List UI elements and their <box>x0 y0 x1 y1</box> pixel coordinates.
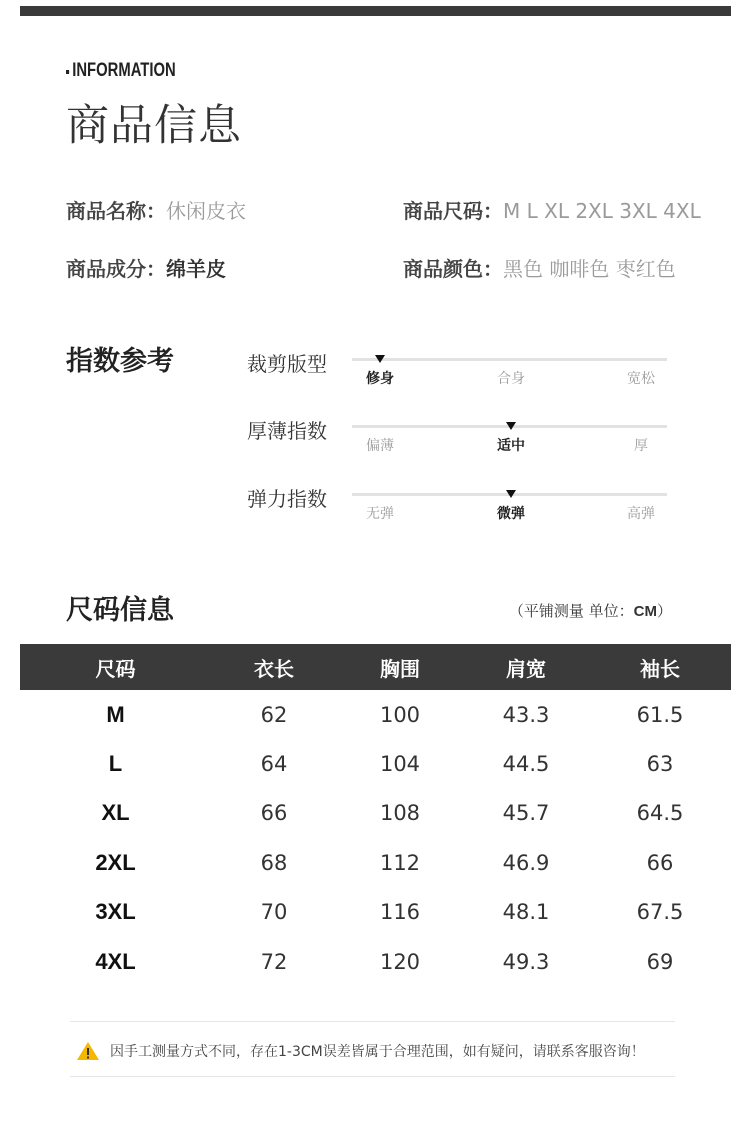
index-option: 合身 <box>497 371 525 387</box>
measure-cell: 45.7 <box>502 801 550 826</box>
measure-cell: 116 <box>379 900 421 925</box>
header-cell: 肩宽 <box>463 644 589 690</box>
size-title: 尺码信息 <box>66 595 174 626</box>
index-label: 厚薄指数 <box>247 419 327 443</box>
index-scale-track <box>352 358 667 361</box>
measure-cell: 68 <box>260 850 288 875</box>
index-label: 裁剪版型 <box>247 352 327 376</box>
measure-cell: 70 <box>260 900 288 925</box>
measure-cell: 64 <box>260 752 288 777</box>
section-title-cn: 商品信息 <box>66 101 242 151</box>
index-option: 高弹 <box>627 506 655 522</box>
table-row <box>20 789 731 838</box>
measure-cell: 72 <box>260 949 288 974</box>
measure-cell: 44.5 <box>502 752 550 777</box>
measure-cell: 69 <box>646 949 674 974</box>
table-row <box>20 888 731 937</box>
header-cell: 胸围 <box>337 644 463 690</box>
attr-material-value: 绵羊皮 <box>166 257 226 281</box>
measure-cell: 104 <box>379 752 421 777</box>
measure-cell: 66 <box>646 850 674 875</box>
selected-marker-icon <box>506 490 516 498</box>
header-cell: 衣长 <box>211 644 337 690</box>
measure-cell: 112 <box>379 850 421 875</box>
size-cell: L <box>108 751 123 777</box>
index-option: 适中 <box>497 438 525 454</box>
unit-prefix: （平铺测量 单位： <box>508 602 634 620</box>
note-divider-top <box>70 1021 675 1022</box>
measure-cell: 46.9 <box>502 850 550 875</box>
attr-size-value: M L XL 2XL 3XL 4XL <box>503 199 701 223</box>
attr-name-value: 休闲皮衣 <box>166 199 246 223</box>
header-cell: 尺码 <box>20 644 211 690</box>
table-row <box>20 690 731 739</box>
note-text: 因手工测量方式不同，存在1-3CM误差皆属于合理范围，如有疑问，请联系客服咨询！ <box>110 1044 645 1060</box>
header-cell: 袖长 <box>589 644 731 690</box>
attr-size-label: 商品尺码： <box>403 199 503 223</box>
measure-cell: 62 <box>260 702 288 727</box>
index-option: 微弹 <box>497 506 525 522</box>
measure-cell: 66 <box>260 801 288 826</box>
index-option: 无弹 <box>366 506 394 522</box>
section-title-en <box>66 60 176 82</box>
attr-color-value: 黑色 咖啡色 枣红色 <box>503 257 676 281</box>
attr-name <box>66 195 246 224</box>
index-option: 厚 <box>634 438 648 454</box>
table-row <box>20 838 731 887</box>
index-option: 偏薄 <box>366 438 394 454</box>
size-cell: 3XL <box>95 899 136 925</box>
info-en-text: INFORMATION <box>72 60 176 81</box>
attr-color-label: 商品颜色： <box>403 257 503 281</box>
attr-name-label: 商品名称： <box>66 199 166 223</box>
note-divider-bottom <box>70 1076 675 1077</box>
measure-cell: 64.5 <box>636 801 684 826</box>
measure-cell: 43.3 <box>502 702 550 727</box>
index-option: 宽松 <box>627 371 655 387</box>
attr-size <box>403 195 701 224</box>
size-cell: 4XL <box>95 948 136 974</box>
size-cell: 2XL <box>95 849 136 875</box>
index-title: 指数参考 <box>66 346 174 377</box>
size-cell: XL <box>101 800 130 826</box>
warning-icon <box>76 1041 100 1061</box>
top-bar <box>20 6 731 16</box>
measure-cell: 67.5 <box>636 900 684 925</box>
attr-material <box>66 253 226 282</box>
selected-marker-icon <box>375 355 385 363</box>
size-table <box>20 644 731 986</box>
attr-material-label: 商品成分： <box>66 257 166 281</box>
index-option: 修身 <box>366 371 394 387</box>
selected-marker-icon <box>506 422 516 430</box>
measure-cell: 49.3 <box>502 949 550 974</box>
size-table-header <box>20 644 731 690</box>
title-dot <box>66 70 69 74</box>
table-row <box>20 739 731 788</box>
unit-value: CM <box>633 603 657 620</box>
measure-cell: 63 <box>646 752 674 777</box>
measure-cell: 100 <box>379 702 421 727</box>
attr-color <box>403 253 676 282</box>
measure-cell: 61.5 <box>636 702 684 727</box>
table-row <box>20 937 731 986</box>
unit-suffix: ） <box>656 602 672 620</box>
measure-cell: 108 <box>379 801 421 826</box>
measure-cell: 120 <box>379 949 421 974</box>
index-label: 弹力指数 <box>247 487 327 511</box>
measure-cell: 48.1 <box>502 900 550 925</box>
measurement-note <box>76 1041 645 1061</box>
unit-note <box>509 600 672 621</box>
size-cell: M <box>106 701 125 727</box>
